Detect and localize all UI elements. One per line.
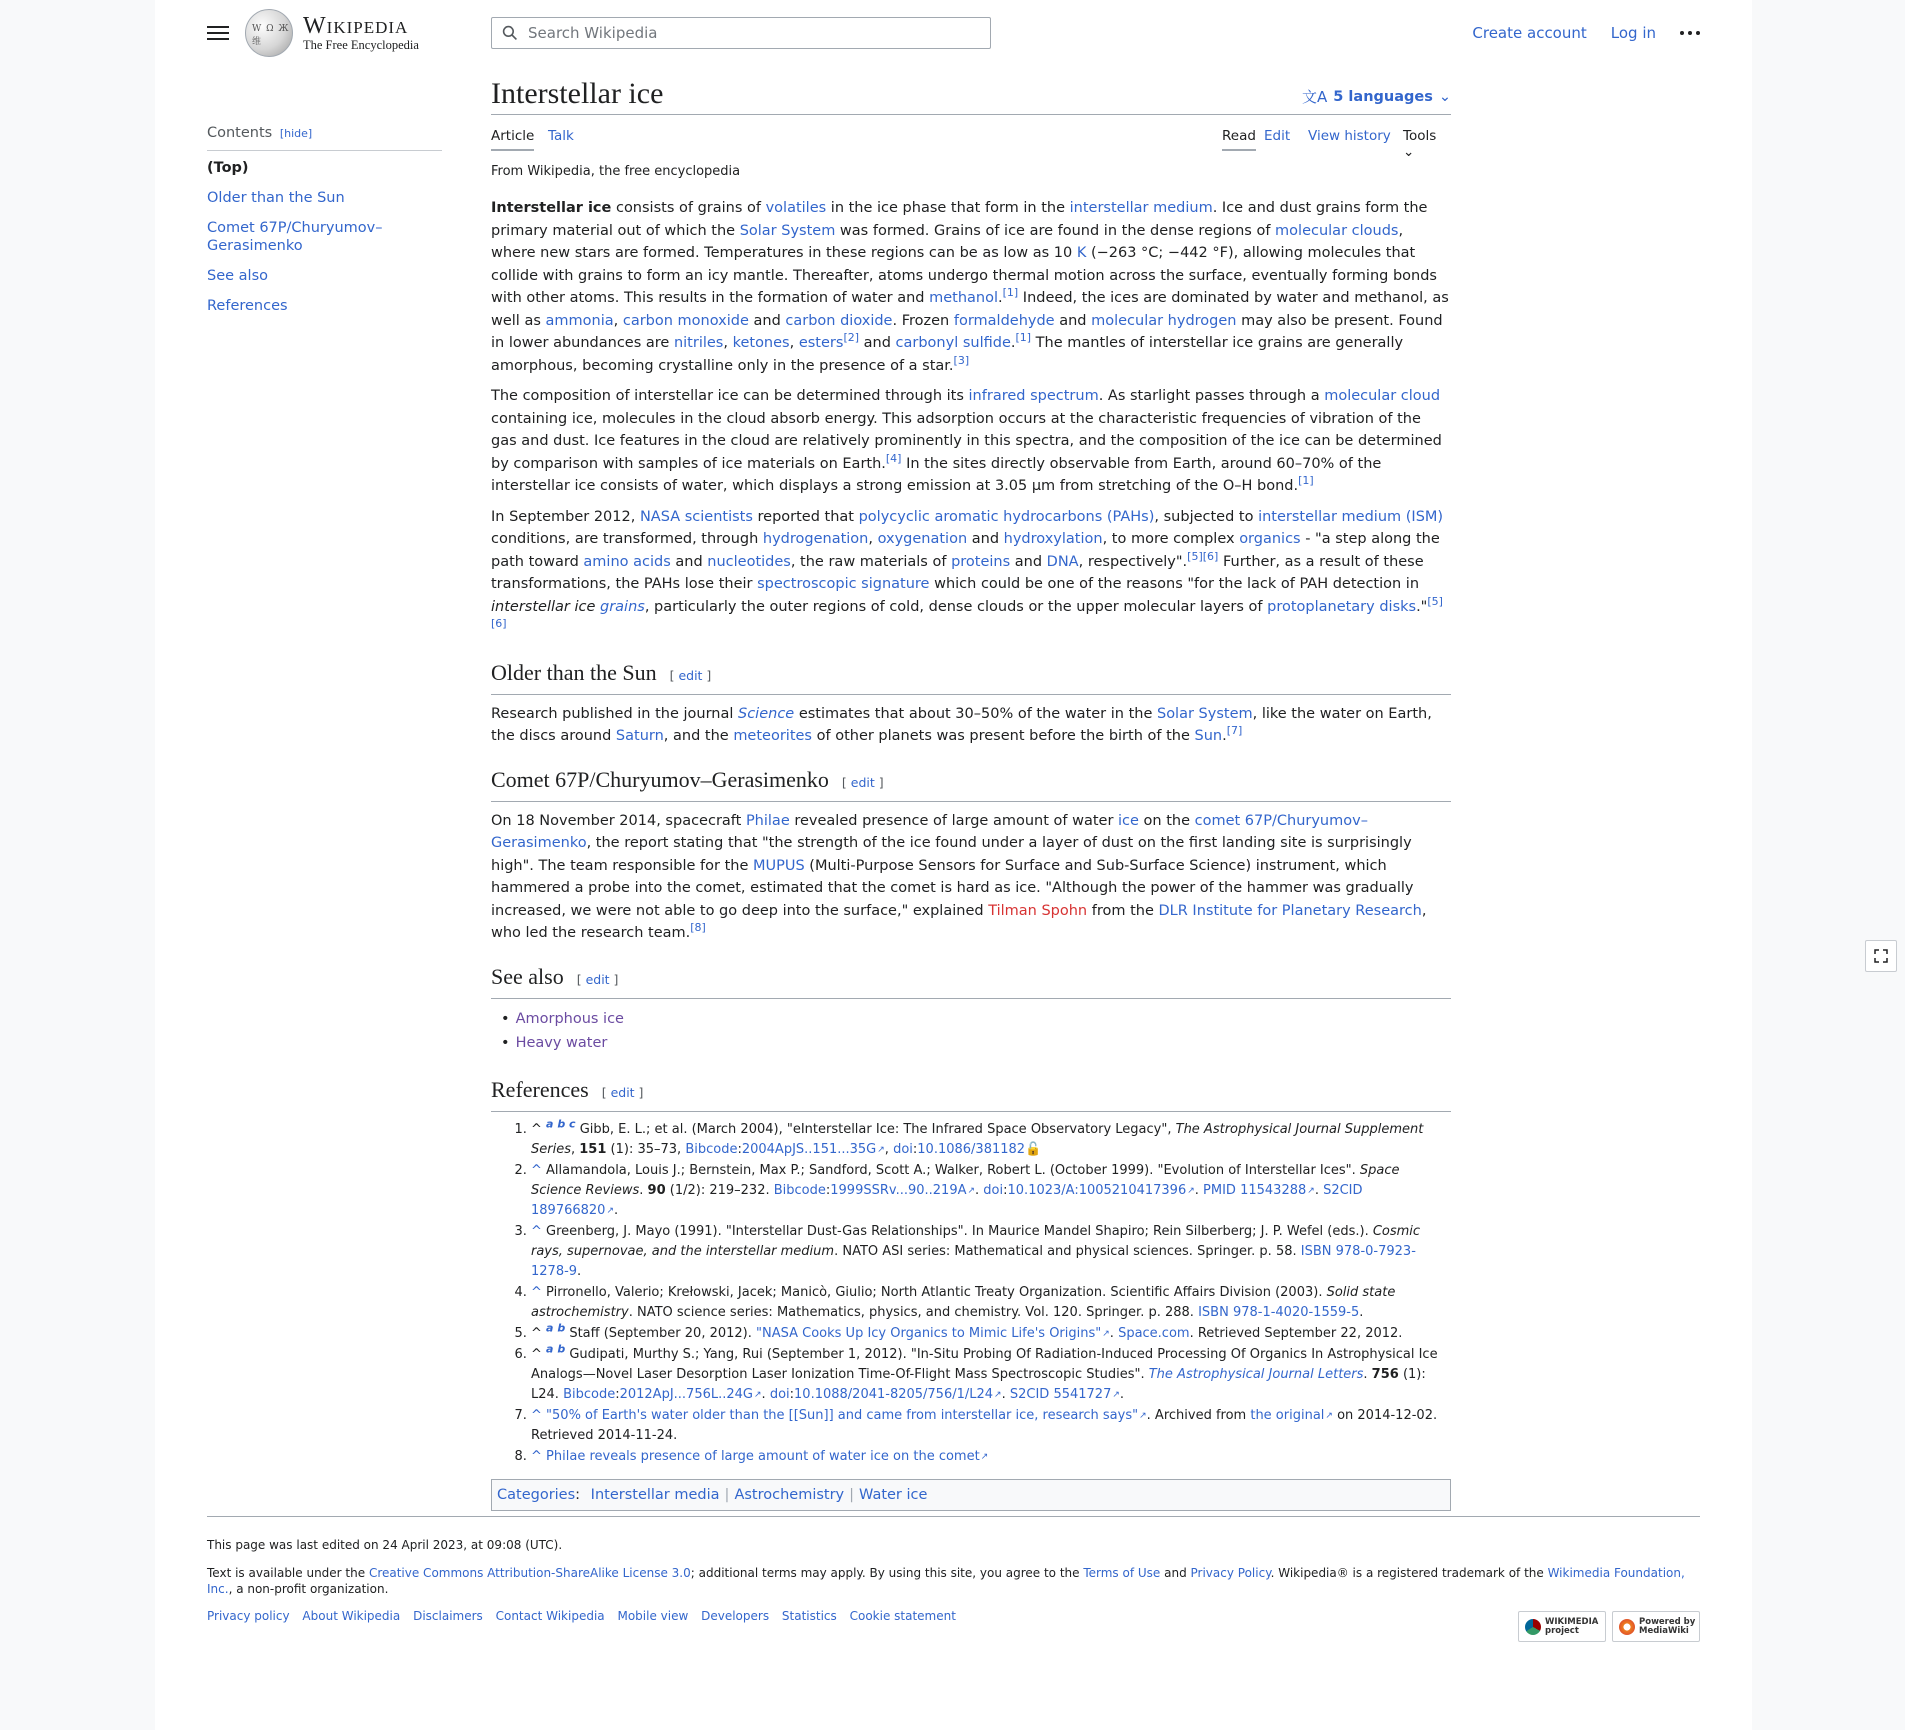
toc-item-older-than-the-sun[interactable]: Older than the Sun [207,190,345,206]
section-heading-references: References [ edit ] [491,1077,1451,1112]
tagline: The Free Encyclopedia [303,38,419,52]
reference: 7. ^ "50% of Earth's water older than the [[Sun]] and came from interstellar ice, research says" ↗ . Archived from the original ↗ on 2014-12-02. Retrieved 2014-11-24. [531,1406,1451,1446]
last-edited: This page was last edited on 24 April 2023, at 09:08 (UTC). [207,1538,563,1552]
wordmark: Wikipedia [303,13,409,39]
list-item [501,1007,1451,1031]
toc-item-references[interactable]: References [207,298,288,314]
footer-link-privacy[interactable]: Privacy policy [207,1609,290,1623]
categories-link[interactable]: Categories [497,1486,576,1503]
footer-link-disclaimers[interactable]: Disclaimers [413,1609,483,1623]
title-row [491,74,1451,115]
edit-section-link[interactable]: edit [610,1084,635,1100]
tab-edit[interactable]: Edit [1264,128,1291,144]
footer [207,1516,1700,1636]
wikimedia-badge[interactable]: WIKIMEDIA project [1518,1611,1606,1642]
toc-hide-link[interactable]: [hide] [279,127,313,140]
edit-section-link[interactable]: edit [850,774,875,790]
chevron-down-icon: ⌄ [1438,88,1451,105]
log-in-link[interactable]: Log in [1610,24,1656,42]
table-of-contents [207,125,442,327]
reference: 1. ^ $^{a b c}$ Gibb, E. L.; et al. (March 2004), "eInterstellar Ice: The Infrared Space Observatory Legacy", The Astrophysical Journal Supplement Series, 151 (1): 35–73, Bibcode:2004ApJS..151...35G ↗ , doi:10.1086/381182🔓 [531,1120,1451,1160]
mediawiki-icon [1619,1619,1635,1635]
category-link[interactable]: Astrochemistry [734,1486,845,1503]
site-subtitle: From Wikipedia, the free encyclopedia [491,164,741,179]
main-menu-icon[interactable] [207,22,229,44]
tab-article[interactable]: Article [491,128,534,151]
section-heading-comet: Comet 67P/Churyumov–Gerasimenko [ edit ] [491,767,1451,802]
see-also-list [501,1007,1451,1055]
search-icon [502,25,518,41]
footer-links [207,1609,1700,1623]
toc-item-comet[interactable]: Comet 67P/Churyumov–Gerasimenko [207,220,383,254]
edit-section-link[interactable]: edit [678,667,703,683]
article-body [491,197,1451,1511]
footer-link-statistics[interactable]: Statistics [781,1609,837,1623]
license-link[interactable]: Creative Commons Attribution-ShareAlike License 3.0 [368,1566,691,1580]
references-list [531,1117,1451,1467]
wikipedia-logo[interactable] [245,9,419,57]
see-also-link[interactable]: Amorphous ice [515,1010,624,1027]
list-item [501,1031,1451,1055]
search-box[interactable] [491,17,991,49]
more-options-icon[interactable] [1680,29,1700,37]
fullscreen-toggle-button[interactable] [1865,940,1897,972]
edit-section-link[interactable]: edit [585,971,610,987]
wikimedia-icon [1525,1619,1541,1635]
footer-link-about[interactable]: About Wikipedia [302,1609,401,1623]
section-heading-older: Older than the Sun [ edit ] [491,660,1451,695]
paragraph: In September 2012, NASA scientists reported that polycyclic aromatic hydrocarbons (PAHs), subjected to interstellar medium (ISM) conditions, are transformed, through hydrogenation, oxygenation and hydroxylation, to more complex organics - "a step along the path toward amino acids and nucleotides, the raw materials of proteins and DNA, respectively".[5][6] Further, as a result of these transformations, the PAHs lose their spectroscopic signature which could be one of the reasons "for the lack of PAH detection in interstellar ice grains, particularly the outer regions of cold, dense clouds or the upper molecular layers of protoplanetary disks."[5][6] [491,508,1444,631]
reference: 5. ^ $^{a b}$ Staff (September 20, 2012). "NASA Cooks Up Icy Organics to Mimic Life's Origins" ↗ . Space.com. Retrieved September 22, 2012. [531,1324,1451,1344]
see-also-link[interactable]: Heavy water [515,1034,608,1051]
category-link[interactable]: Interstellar media [590,1486,720,1503]
footer-link-developers[interactable]: Developers [701,1609,770,1623]
reference: 8. ^ Philae reveals presence of large amount of water ice on the comet ↗ [531,1447,1451,1467]
terms-link[interactable]: Terms of Use [1083,1566,1161,1580]
page [155,0,1752,1730]
expand-icon [1874,949,1888,963]
language-selector[interactable]: 文A 5 languages ⌄ [1302,88,1451,106]
foundation-link[interactable]: Wikimedia Foundation, Inc. [207,1566,1685,1596]
footer-link-mobile[interactable]: Mobile view [617,1609,689,1623]
mediawiki-badge[interactable]: Powered by MediaWiki [1612,1611,1700,1642]
header [155,0,1752,70]
paragraph: On 18 November 2014, spacecraft Philae revealed presence of large amount of water ice on the comet 67P/Churyumov–Gerasimenko, the report stating that "the strength of the ice found under a layer of dust on the first landing site is surprisingly high". The team responsible for the MUPUS (Multi-Purpose Sensors for Surface and Sub-Surface Science) instrument, which hammered a probe into the comet, estimated that the comet is hard as ice. "Although the power of the hammer was gradually increased, we were not able to go deep into the surface," explained Tilman Spohn from the DLR Institute for Planetary Research, who led the research team.[8] [491,812,1427,941]
footer-badges [1512,1611,1700,1642]
paragraph: Research published in the journal Science estimates that about 30–50% of the water in the Solar System, like the water on Earth, the discs around Saturn, and the meteorites of other planets was present before the birth of the Sun.[7] [491,705,1432,744]
tools-menu[interactable]: Tools ⌄ [1403,128,1437,160]
tab-view-history[interactable]: View history [1308,128,1391,144]
section-heading-see-also: See also [ edit ] [491,964,1451,999]
toc-item-top[interactable]: (Top) [207,160,249,176]
toc-heading: Contents [hide] [207,125,442,151]
reference: 4. ^ Pirronello, Valerio; Krełowski, Jacek; Manicò, Giulio; North Atlantic Treaty Organization. Scientific Affairs Division (2003). Solid state astrochemistry. NATO science series: Mathematics, physics, and chemistry. Vol. 120. Springer. p. 288. ISBN 978-1-4020-1559-5. [531,1283,1451,1323]
create-account-link[interactable]: Create account [1472,24,1587,42]
language-icon: 文A [1302,88,1328,106]
tab-read[interactable]: Read [1222,128,1256,151]
tab-talk[interactable]: Talk [548,128,574,144]
reference: 3. ^ Greenberg, J. Mayo (1991). "Interstellar Dust-Gas Relationships". In Maurice Mandel Shapiro; Rein Silberberg; J. P. Wefel (eds.). Cosmic rays, supernovae, and the interstellar medium. NATO ASI series: Mathematical and physical sciences. Springer. p. 58. ISBN 978-0-7923-1278-9. [531,1222,1451,1282]
footer-link-cookies[interactable]: Cookie statement [849,1609,956,1623]
footer-link-contact[interactable]: Contact Wikipedia [495,1609,605,1623]
license-text: Text is available under the Creative Commons Attribution-ShareAlike License 3.0; additional terms may apply. By using this site, you agree to the Terms of Use and Privacy Policy. Wikipedia® is a registered trademark of the Wikimedia Foundation, Inc., a non-profit organization. [207,1566,1685,1596]
reference: 2. ^ Allamandola, Louis J.; Bernstein, Max P.; Sandford, Scott A.; Walker, Robert L. (October 1999). "Evolution of Interstellar Ices". Space Science Reviews. 90 (1/2): 219–232. Bibcode:1999SSRv...90..219A ↗ . doi:10.1023/A:1005210417396 ↗ . PMID 11543288 ↗ . S2CID 189766820 ↗ . [531,1161,1451,1221]
paragraph: Interstellar ice consists of grains of volatiles in the ice phase that form in the interstellar medium. Ice and dust grains form the primary material out of which the Solar System was formed. Grains of ice are found in the dense regions of molecular clouds, where new stars are formed. Temperatures in these regions can be as low as 10 K (−263 °C; −442 °F), allowing molecules that collide with grains to form an icy mantle. Thereafter, atoms undergo thermal motion across the surface, eventually forming bonds with other atoms. This results in the formation of water and methanol.[1] Indeed, the ices are dominated by water and methanol, as well as ammonia, carbon monoxide and carbon dioxide. Frozen formaldehyde and molecular hydrogen may also be present. Found in lower abundances are nitriles, ketones, esters[2] and carbonyl sulfide.[1] The mantles of interstellar ice grains are generally amorphous, becoming crystalline only in the presence of a star.[3] [491,200,1449,374]
categories-box: Categories: Interstellar media | Astrochemistry | Water ice [491,1479,1451,1511]
privacy-policy-link[interactable]: Privacy Policy [1190,1566,1271,1580]
page-title: Interstellar ice [491,77,664,110]
page-tabs [491,123,1451,160]
paragraph: The composition of interstellar ice can be determined through its infrared spectrum. As starlight passes through a molecular cloud containing ice, molecules in the cloud absorb energy. This adsorption occurs at the characteristic frequencies of vibration of the gas and dust. Ice features in the cloud are relatively prominently in this spectra, and the composition of the ice can be determined by comparison with samples of ice materials on Earth.[4] In the sites directly observable from Earth, around 60–70% of the interstellar ice consists of water, which displays a strong emission at 3.05 μm from stretching of the O–H bond.[1] [491,388,1442,494]
main-content [491,74,1451,1511]
category-link[interactable]: Water ice [859,1486,928,1503]
user-links [1448,24,1700,42]
reference: 6. ^ $^{a b}$ Gudipati, Murthy S.; Yang, Rui (September 1, 2012). "In-Situ Probing Of Radiation-Induced Processing Of Organics In Astrophysical Ice Analogs—Novel Laser Desorption Laser Ionization Time-Of-Flight Mass Spectroscopic Studies". The Astrophysical Journal Letters. 756 (1): L24. Bibcode:2012ApJ...756L..24G ↗ . doi:10.1088/2041-8205/756/1/L24 ↗ . S2CID 5541727 ↗ . [531,1345,1451,1405]
globe-icon [245,9,293,57]
toc-item-see-also[interactable]: See also [207,268,268,284]
search-input[interactable] [528,24,968,42]
